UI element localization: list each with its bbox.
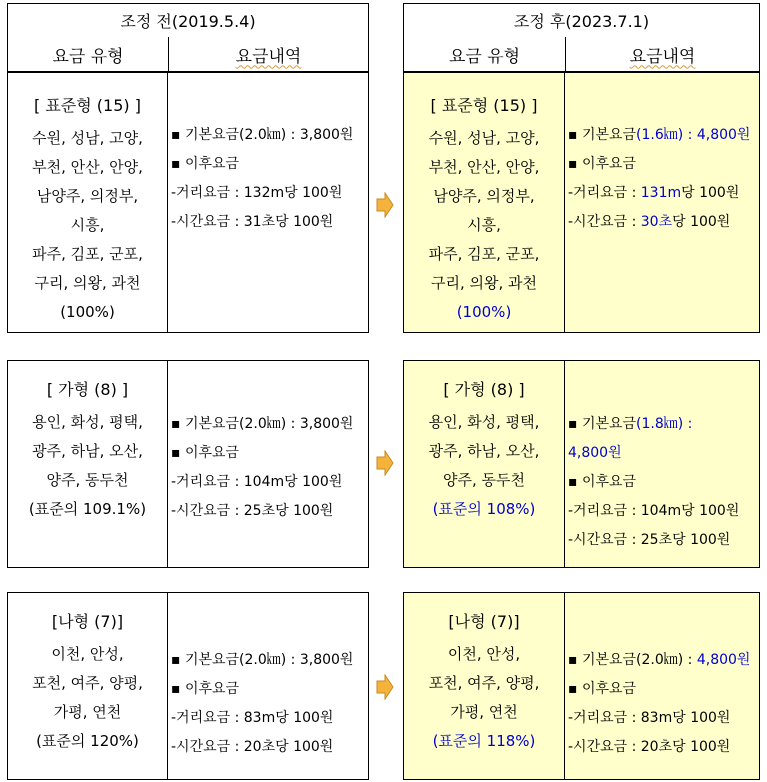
time-fare: -시간요금 : 25초당 100원 — [171, 503, 334, 519]
category-label: [ 가형 (8) ] — [46, 380, 129, 399]
ratio-label: (100%) — [456, 303, 512, 321]
changed-value: 30초 — [640, 214, 673, 230]
area-line: 이천, 안성, — [51, 645, 124, 663]
category-label: [ 표준형 (15) ] — [430, 96, 538, 115]
after-fare-label: ▪ 이후요금 — [171, 445, 240, 461]
area-line: 부천, 안산, 안양, — [428, 158, 540, 176]
fare-detail-cell — [565, 361, 759, 567]
area-line: 파주, 김포, 군포, — [428, 245, 540, 263]
fare-detail-cell — [168, 73, 368, 332]
changed-value: (1.8㎞) : — [636, 416, 693, 432]
fare-type-cell — [404, 361, 565, 567]
after-fare-label: ▪ 이후요금 — [568, 681, 637, 697]
ratio-label: (표준의 120%) — [36, 732, 139, 750]
header-type: 요금 유형 — [404, 37, 566, 71]
area-line: 수원, 성남, 고양, — [428, 129, 540, 147]
category-label: [나형 (7)] — [448, 612, 520, 631]
category-label: [ 가형 (8) ] — [443, 380, 525, 399]
after-fare-label: ▪ 이후요금 — [171, 681, 240, 697]
ratio-label: (100%) — [60, 303, 115, 321]
ratio-label: (표준의 118%) — [432, 732, 536, 750]
base-fare: ▪ 기본요금(2.0㎞) : 3,800원 — [171, 127, 354, 143]
distance-fare: -거리요금 : 131m당 100원 — [568, 185, 740, 201]
after-fare-label: ▪ 이후요금 — [568, 474, 637, 490]
area-line: 용인, 화성, 평택, — [428, 413, 540, 431]
area-line: 광주, 하남, 오산, — [32, 442, 143, 460]
fare-type-cell — [404, 593, 565, 779]
category-label: [나형 (7)] — [51, 612, 124, 631]
base-fare: ▪ 기본요금(2.0㎞) : 3,800원 — [171, 652, 354, 668]
area-line: 가평, 연천 — [450, 703, 518, 721]
area-line: 광주, 하남, 오산, — [428, 442, 540, 460]
area-line: 구리, 의왕, 과천 — [34, 274, 141, 292]
area-line: 파주, 김포, 군포, — [32, 245, 143, 263]
fare-type-cell — [8, 593, 168, 779]
time-fare: -시간요금 : 30초당 100원 — [568, 214, 731, 230]
after-title: 조정 후(2023.7.1) — [404, 4, 759, 38]
area-line: 시흥, — [70, 216, 105, 234]
distance-fare: -거리요금 : 132m당 100원 — [171, 185, 343, 201]
changed-value: (1.6㎞) : 4,800원 — [636, 127, 751, 143]
area-line: 포천, 여주, 양평, — [428, 674, 540, 692]
area-line: 포천, 여주, 양평, — [32, 674, 143, 692]
area-line: 부천, 안산, 안양, — [32, 158, 143, 176]
base-fare-amount: 4,800원 — [568, 445, 622, 461]
base-fare: ▪ 기본요금(1.6㎞) : 4,800원 — [568, 127, 751, 143]
ratio-label: (표준의 109.1%) — [28, 500, 147, 518]
area-line: 수원, 성남, 고양, — [32, 129, 143, 147]
before-ga-panel — [7, 360, 369, 568]
before-na-panel — [7, 592, 369, 780]
base-fare: ▪ 기본요금(1.8㎞) : — [568, 416, 693, 432]
area-line: 용인, 화성, 평택, — [32, 413, 143, 431]
fare-detail-cell — [565, 73, 759, 332]
arrow-right-icon — [376, 674, 394, 700]
area-line: 구리, 의왕, 과천 — [430, 274, 537, 292]
time-fare: -시간요금 : 20초당 100원 — [568, 739, 731, 755]
time-fare: -시간요금 : 20초당 100원 — [171, 739, 334, 755]
after-ga-panel — [403, 360, 760, 568]
area-line: 남양주, 의정부, — [36, 187, 139, 205]
after-header — [404, 37, 759, 73]
category-label: [ 표준형 (15) ] — [34, 96, 141, 115]
time-fare: -시간요금 : 31초당 100원 — [171, 214, 334, 230]
area-line: 남양주, 의정부, — [433, 187, 535, 205]
fare-type-cell — [8, 361, 168, 567]
arrow-right-icon — [376, 450, 394, 476]
arrow-right-icon — [376, 192, 394, 218]
fare-type-cell — [8, 73, 168, 332]
fare-detail-cell — [168, 593, 368, 779]
area-line: 가평, 연천 — [53, 703, 122, 721]
changed-value: 131m — [640, 185, 682, 201]
area-line: 양주, 동두천 — [443, 471, 525, 489]
fare-type-cell — [404, 73, 565, 332]
header-detail: 요금내역 — [629, 46, 696, 67]
before-title: 조정 전(2019.5.4) — [8, 4, 368, 38]
changed-value: 4,800원 — [696, 652, 751, 668]
area-line: 시흥, — [467, 216, 501, 234]
distance-fare: -거리요금 : 83m당 100원 — [171, 710, 334, 726]
header-type: 요금 유형 — [8, 37, 169, 71]
fare-detail-cell — [565, 593, 759, 779]
area-line: 양주, 동두천 — [46, 471, 129, 489]
area-line: 이천, 안성, — [447, 645, 521, 663]
distance-fare: -거리요금 : 104m당 100원 — [568, 503, 740, 519]
time-fare: -시간요금 : 25초당 100원 — [568, 532, 731, 548]
base-fare: ▪ 기본요금(2.0㎞) : 4,800원 — [568, 652, 751, 668]
after-standard-panel — [403, 3, 760, 333]
after-fare-label: ▪ 이후요금 — [568, 156, 637, 172]
distance-fare: -거리요금 : 104m당 100원 — [171, 474, 343, 490]
after-na-panel — [403, 592, 760, 780]
distance-fare: -거리요금 : 83m당 100원 — [568, 710, 731, 726]
fare-detail-cell — [168, 361, 368, 567]
base-fare: ▪ 기본요금(2.0㎞) : 3,800원 — [171, 416, 354, 432]
after-fare-label: ▪ 이후요금 — [171, 156, 240, 172]
before-header — [8, 37, 368, 73]
header-detail: 요금내역 — [235, 46, 302, 67]
ratio-label: (표준의 108%) — [432, 500, 536, 518]
before-standard-panel — [7, 3, 369, 333]
